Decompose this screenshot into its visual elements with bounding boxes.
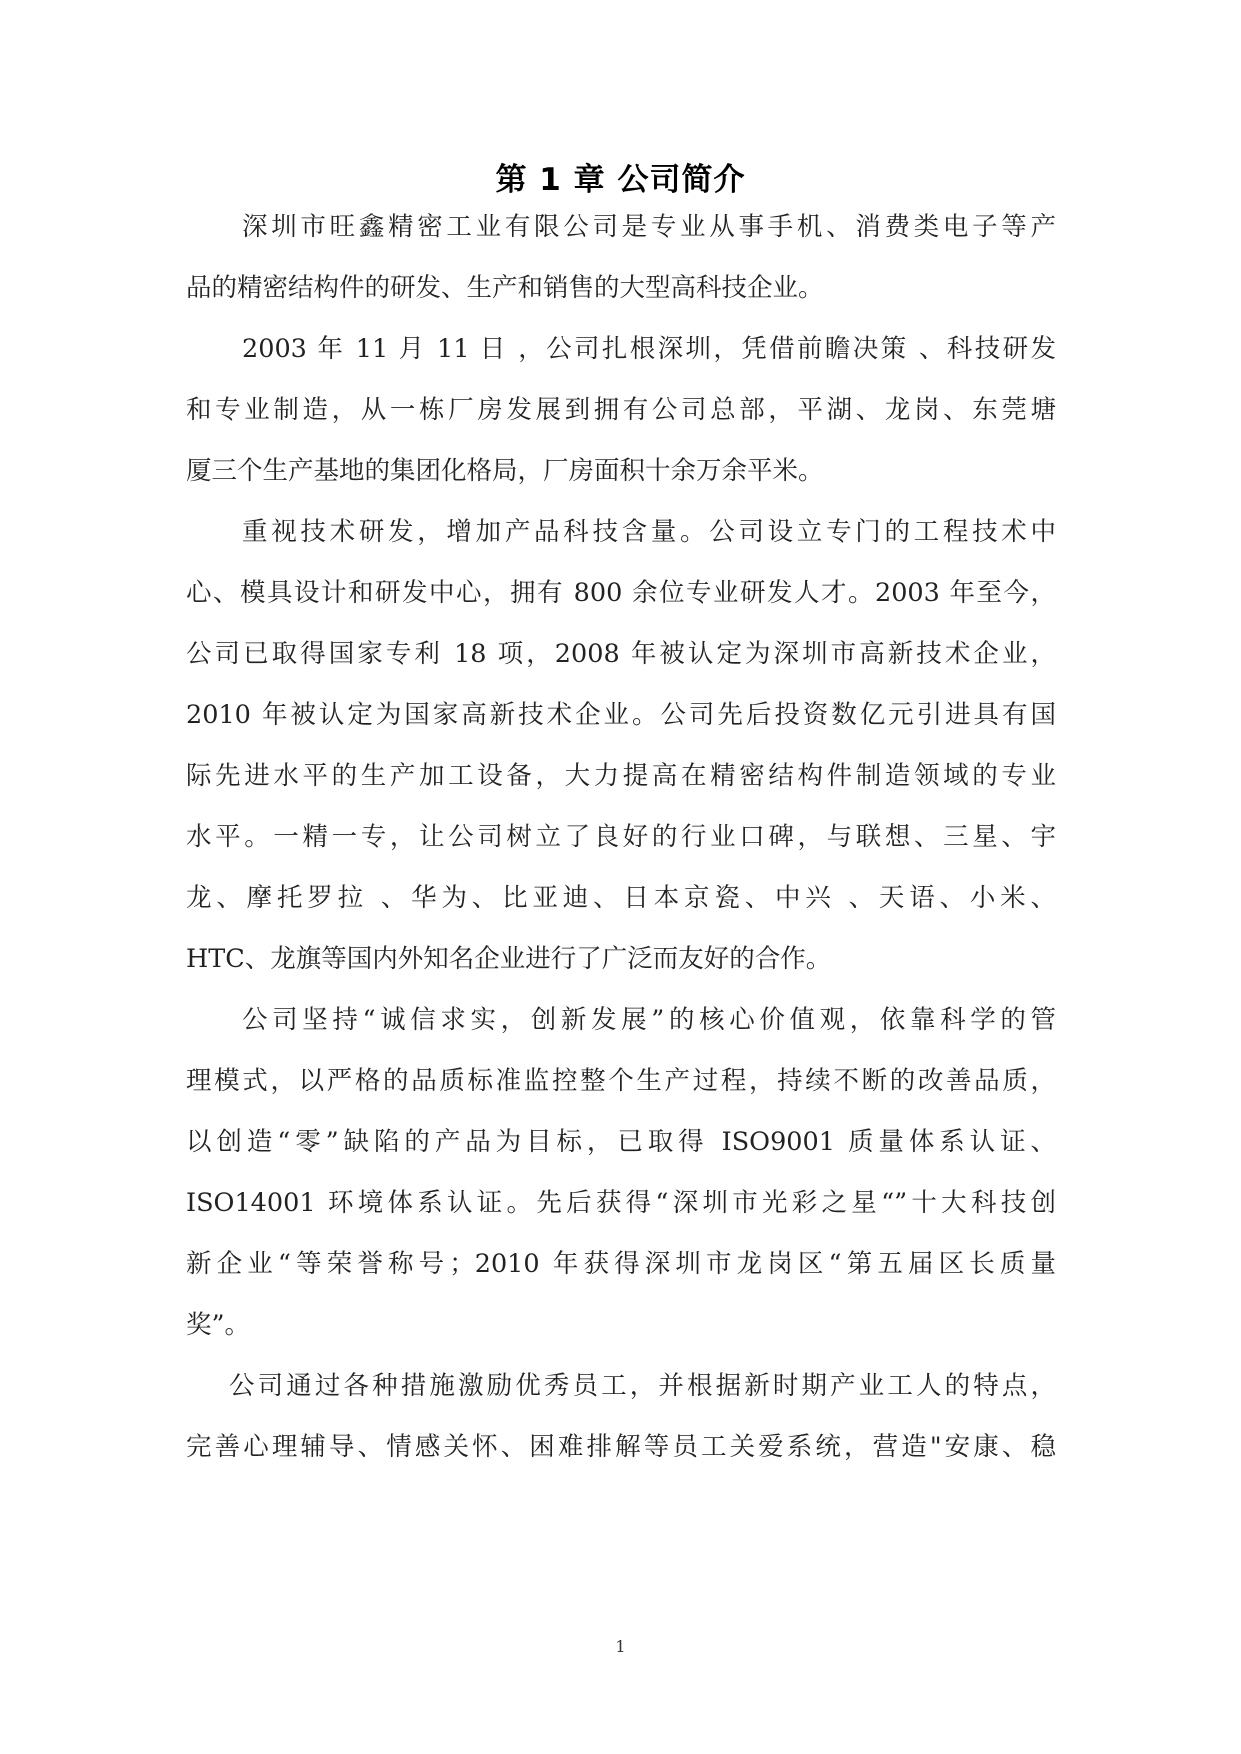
text-line: 厦三个生产基地的集团化格局，厂房面积十余万余平米。 xyxy=(186,456,824,486)
text-line: HTC、龙旗等国内外知名企业进行了广泛而友好的合作。 xyxy=(186,944,832,974)
text-line: 理模式，以严格的品质标准监控整个生产过程，持续不断的改善品质， xyxy=(186,1066,1056,1096)
chapter-title: 第 1 章 公司简介 xyxy=(495,162,746,198)
text-line: 公司已取得国家专利 18 项，2008 年被认定为深圳市高新技术企业， xyxy=(186,639,1056,669)
text-line: 2003 年 11 月 11 日 ，公司扎根深圳，凭借前瞻决策 、科技研发 xyxy=(242,334,1056,364)
text-line: 完善心理辅导、情感关怀、困难排解等员工关爱系统，营造"安康、稳 xyxy=(186,1432,1056,1462)
paragraph-company-overview xyxy=(186,197,1056,319)
text-line: 水平。一精一专，让公司树立了良好的行业口碑，与联想、三星、宇 xyxy=(186,822,1056,852)
paragraph-rnd xyxy=(186,502,1056,990)
text-line: 重视技术研发，增加产品科技含量。公司设立专门的工程技术中 xyxy=(242,517,1056,547)
text-line: 新企业“等荣誉称号；2010 年获得深圳市龙岗区“第五届区长质量 xyxy=(186,1249,1056,1279)
text-line: 品的精密结构件的研发、生产和销售的大型高科技企业。 xyxy=(186,273,824,303)
paragraph-quality xyxy=(186,990,1056,1356)
text-line: 心、模具设计和研发中心，拥有 800 余位专业研发人才。2003 年至今， xyxy=(186,578,1056,608)
paragraph-employees xyxy=(186,1356,1056,1478)
text-line: 和专业制造，从一栋厂房发展到拥有公司总部，平湖、龙岗、东莞塘 xyxy=(186,395,1056,425)
text-line: 公司坚持“诚信求实，创新发展”的核心价值观，依靠科学的管 xyxy=(242,1005,1056,1035)
text-line: 深圳市旺鑫精密工业有限公司是专业从事手机、消费类电子等产 xyxy=(242,212,1056,242)
text-line: 以创造“零”缺陷的产品为目标，已取得 ISO9001 质量体系认证、 xyxy=(186,1127,1056,1157)
text-line: 2010 年被认定为国家高新技术企业。公司先后投资数亿元引进具有国 xyxy=(186,700,1056,730)
document-body xyxy=(186,197,1056,1478)
text-line: ISO14001 环境体系认证。先后获得“深圳市光彩之星“”十大科技创 xyxy=(186,1188,1056,1218)
text-line: 龙、摩托罗拉 、华为、比亚迪、日本京瓷、中兴 、天语、小米、 xyxy=(186,883,1056,913)
paragraph-history xyxy=(186,319,1056,502)
text-line: 际先进水平的生产加工设备，大力提高在精密结构件制造领域的专业 xyxy=(186,761,1056,791)
text-line: 公司通过各种措施激励优秀员工，并根据新时期产业工人的特点， xyxy=(229,1371,1056,1401)
page-number: 1 xyxy=(615,1637,626,1656)
text-line: 奖”。 xyxy=(186,1310,251,1340)
